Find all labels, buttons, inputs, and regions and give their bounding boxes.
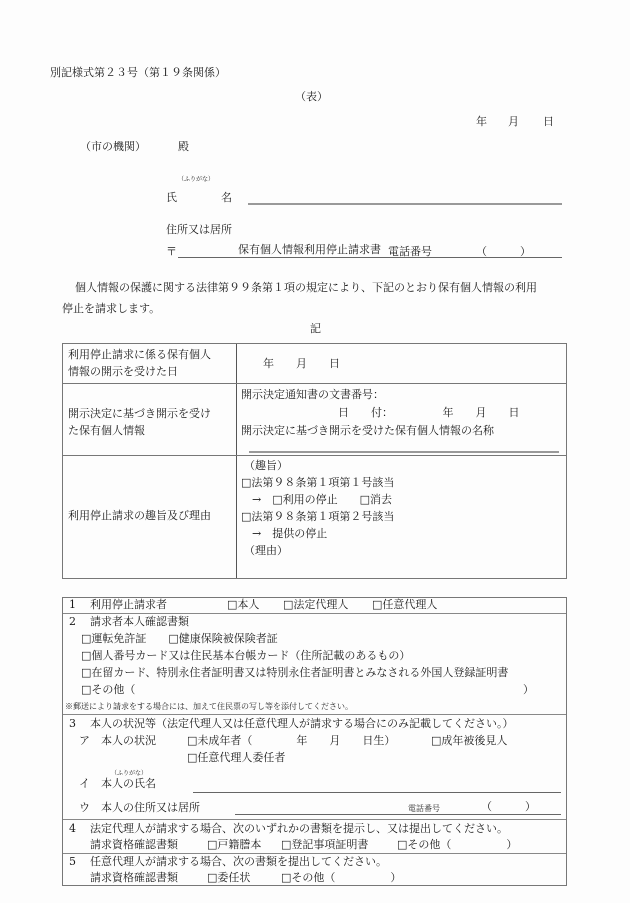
section-5-number: 5 xyxy=(69,855,76,868)
document-date-field[interactable]: 日 付： 年 月 日 xyxy=(338,406,520,419)
row-label-disclosure-date: 利用停止請求に係る保有個人 情報の開示を受けた日 xyxy=(68,348,211,378)
name-field[interactable] xyxy=(248,203,562,205)
section-4-doc-label: 請求資格確認書類 xyxy=(90,838,178,851)
request-details-table xyxy=(62,343,567,579)
checkbox-family-register[interactable]: □戸籍謄本 xyxy=(207,838,262,851)
checkbox-article98-item1[interactable]: □法第９８条第１項第１号該当 xyxy=(241,476,395,489)
principal-name-field[interactable] xyxy=(193,792,561,793)
principal-furigana-label: （ふりがな） xyxy=(111,770,148,777)
honorific-label: 殿 xyxy=(178,140,189,153)
checkbox-legal-agent[interactable]: □法定代理人 xyxy=(283,598,349,611)
principal-phone-field[interactable]: （ ） xyxy=(481,800,536,813)
checkbox-self[interactable]: □本人 xyxy=(227,598,260,611)
section-5-doc-label: 請求資格確認書類 xyxy=(90,871,178,884)
checkbox-other-id[interactable]: □その他（ xyxy=(81,683,136,696)
date-day-label: 日 xyxy=(543,115,554,128)
date-month-label: 月 xyxy=(508,115,519,128)
checkbox-stop-use-or-erase[interactable]: → □利用の停止 □消去 xyxy=(241,493,393,506)
checkbox-power-of-attorney[interactable]: □委任状 xyxy=(207,871,251,884)
form-number: 別記様式第２３号（第１９条関係） xyxy=(50,66,226,79)
postal-mark: 〒 xyxy=(166,245,177,258)
section-1-label: 利用停止請求者 xyxy=(90,598,167,611)
principal-name-label: イ 本人の氏名 xyxy=(79,777,156,790)
checkbox-voluntary-agent[interactable]: □任意代理人 xyxy=(372,598,438,611)
section-1-number: 1 xyxy=(69,598,76,611)
checkbox-adult-ward[interactable]: □成年被後見人 xyxy=(431,734,508,747)
checkbox-residence-card[interactable]: □在留カード、特別永住者証明書又は特別永住者証明書とみなされる外国人登録証明書 xyxy=(81,666,509,679)
document-number-field[interactable]: 開示決定通知書の文書番号： xyxy=(241,388,384,401)
document-title: 保有個人情報利用停止請求書 xyxy=(238,243,381,256)
mail-note: ※郵送により請求をする場合には、加えて住民票の写し等を添付してください。 xyxy=(65,702,353,711)
checkbox-article98-item2[interactable]: □法第９８条第１項第２号該当 xyxy=(241,510,395,523)
checkbox-my-number-card[interactable]: □個人番号カード又は住民基本台帳カード（住所記載のあるもの） xyxy=(81,649,411,662)
reason-heading: （理由） xyxy=(244,544,288,557)
checkbox-delegator[interactable]: □任意代理人委任者 xyxy=(187,751,286,764)
name-label: 氏 名 xyxy=(166,191,232,204)
intro-line-2: 停止を請求します。 xyxy=(62,302,161,315)
principal-address-label: ウ 本人の住所又は居所 xyxy=(79,801,200,814)
row-label-purpose-reason: 利用停止請求の趣旨及び理由 xyxy=(68,509,211,522)
ki-label: 記 xyxy=(310,322,321,335)
checkbox-section-5-other[interactable]: □その他（ ） xyxy=(281,871,402,884)
side-label: （表） xyxy=(295,90,328,103)
section-2-number: 2 xyxy=(69,615,76,628)
info-name-field[interactable] xyxy=(249,451,559,453)
recipient-label: （市の機関） xyxy=(80,140,146,153)
section-2-label: 請求者本人確認書類 xyxy=(90,615,189,628)
phone-field[interactable]: （ ） xyxy=(476,245,531,258)
section-4-label: 法定代理人が請求する場合、次のいずれかの書類を提示し、又は提出してください。 xyxy=(90,822,508,835)
principal-status-label: ア 本人の状況 xyxy=(79,734,156,747)
furigana-label: （ふりがな） xyxy=(178,176,215,183)
date-year-label: 年 xyxy=(476,115,487,128)
disclosure-date-field[interactable]: 年 月 日 xyxy=(263,357,340,370)
column-divider xyxy=(236,344,237,578)
phone-label: 電話番号 xyxy=(388,245,432,258)
stop-provision-label: → 提供の停止 xyxy=(241,527,328,540)
row-label-disclosed-info: 開示決定に基づき開示を受け た保有個人情報 xyxy=(68,407,211,437)
info-name-label: 開示決定に基づき開示を受けた保有個人情報の名称 xyxy=(241,424,494,437)
checkbox-registry-certificate[interactable]: □登記事項証明書 xyxy=(281,838,369,851)
address-label: 住所又は居所 xyxy=(166,223,232,236)
checkbox-minor[interactable]: □未成年者（ 年 月 日生） xyxy=(187,734,396,747)
intro-line-1: 個人情報の保護に関する法律第９９条第１項の規定により、下記のとおり保有個人情報の利用 xyxy=(75,281,537,294)
row-divider xyxy=(63,383,566,384)
section-4-number: 4 xyxy=(69,822,76,835)
section-3-label: 本人の状況等（法定代理人又は任意代理人が請求する場合にのみ記載してください。） xyxy=(90,717,514,730)
purpose-heading: （趣旨） xyxy=(244,459,288,472)
row-divider xyxy=(63,455,566,456)
section-5-label: 任意代理人が請求する場合、次の書類を提出してください。 xyxy=(90,855,387,868)
requester-info-table xyxy=(62,597,567,886)
other-id-close-paren: ） xyxy=(523,683,534,696)
section-3-number: 3 xyxy=(69,717,76,730)
checkbox-section-4-other[interactable]: □その他（ ） xyxy=(397,838,518,851)
principal-phone-label: 電話番号 xyxy=(408,804,440,813)
checkbox-drivers-license-health-insurance[interactable]: □運転免許証 □健康保険被保険者証 xyxy=(81,632,278,645)
